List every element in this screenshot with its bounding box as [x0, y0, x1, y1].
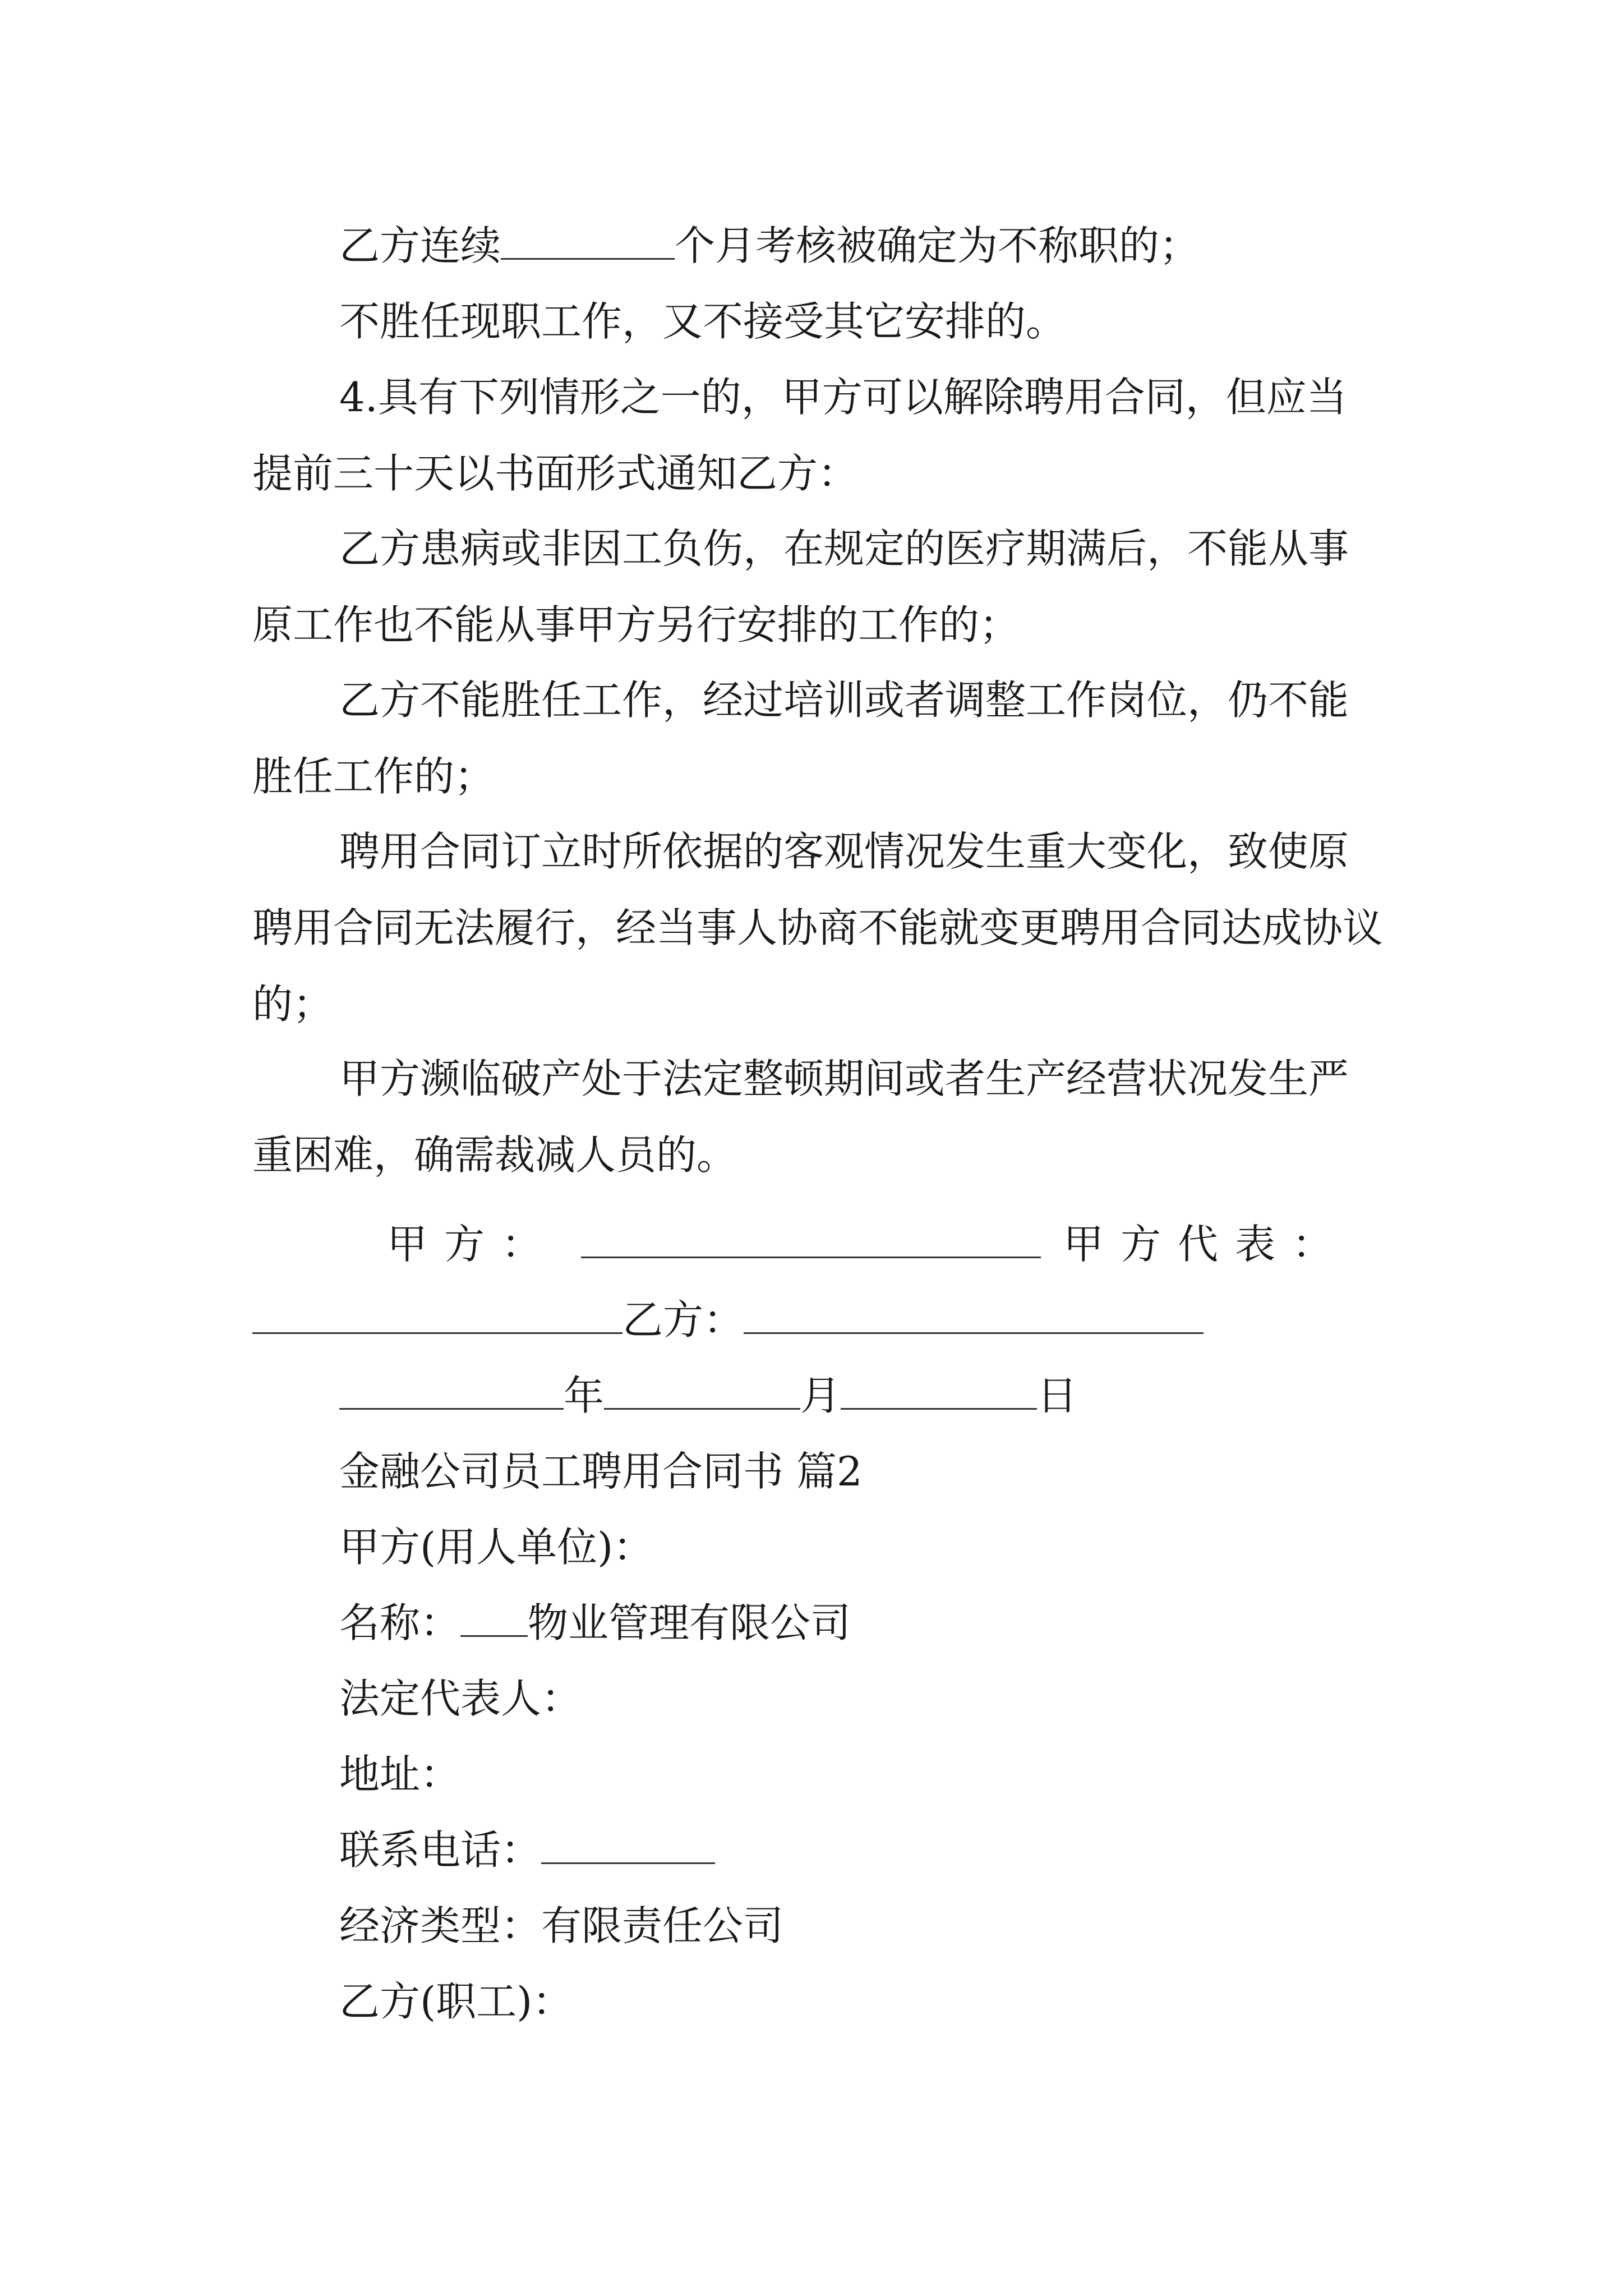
blank-months	[501, 220, 675, 260]
company-name-row: 名称： 物业管理有限公司	[339, 1585, 851, 1661]
party-a-blank	[581, 1218, 1041, 1258]
month-blank	[604, 1370, 800, 1410]
section-2-title: 金融公司员工聘用合同书 篇2	[339, 1448, 863, 1495]
signature-party-a-row	[387, 1206, 1520, 1282]
party-a-label: 甲方：	[387, 1221, 559, 1268]
party-a-rep-blank	[252, 1294, 623, 1334]
item-consecutive-months: 乙方连续 个月考核被确定为不称职的；	[339, 208, 1200, 284]
phone-blank	[541, 1824, 715, 1864]
address-row: 地址：	[339, 1751, 461, 1798]
item-incompetent-training: 乙方不能胜任工作，经过培训或者调整工作岗位，仍不能胜任工作的；	[252, 677, 1349, 800]
company-name-blank	[460, 1597, 528, 1637]
clause-4: 4.具有下列情形之一的，甲方可以解除聘用合同，但应当提前三十天以书面形式通知乙方：	[252, 374, 1347, 497]
day-blank	[841, 1370, 1037, 1410]
signature-party-b-row	[252, 1282, 1385, 1358]
party-a-rep-label: 甲方代表：	[1063, 1221, 1350, 1268]
party-b-blank	[744, 1294, 1204, 1334]
party-b-label: 乙方：	[623, 1296, 744, 1343]
date-row: 年 月 日	[339, 1358, 1077, 1434]
year-blank	[339, 1370, 564, 1410]
legal-representative-row: 法定代表人：	[339, 1675, 582, 1722]
item-circumstance-change: 聘用合同订立时所依据的客观情况发生重大变化，致使原聘用合同无法履行，经当事人协商不能就变更聘用合同达成协议的；	[252, 828, 1384, 1028]
item-bankruptcy: 甲方濒临破产处于法定整顿期间或者生产经营状况发生严重困难，确需裁减人员的。	[252, 1055, 1349, 1179]
economic-type-row: 经济类型：有限责任公司	[339, 1902, 784, 1949]
item-illness: 乙方患病或非因工负伤，在规定的医疗期满后，不能从事原工作也不能从事甲方另行安排的工作的；	[252, 525, 1349, 648]
item-incompetent-refuse: 不胜任现职工作，又不接受其它安排的。	[339, 298, 1067, 345]
party-a-heading: 甲方(用人单位)：	[339, 1524, 654, 1571]
phone-row: 联系电话：	[339, 1812, 715, 1888]
party-b-heading: 乙方(职工)：	[339, 1978, 573, 2025]
